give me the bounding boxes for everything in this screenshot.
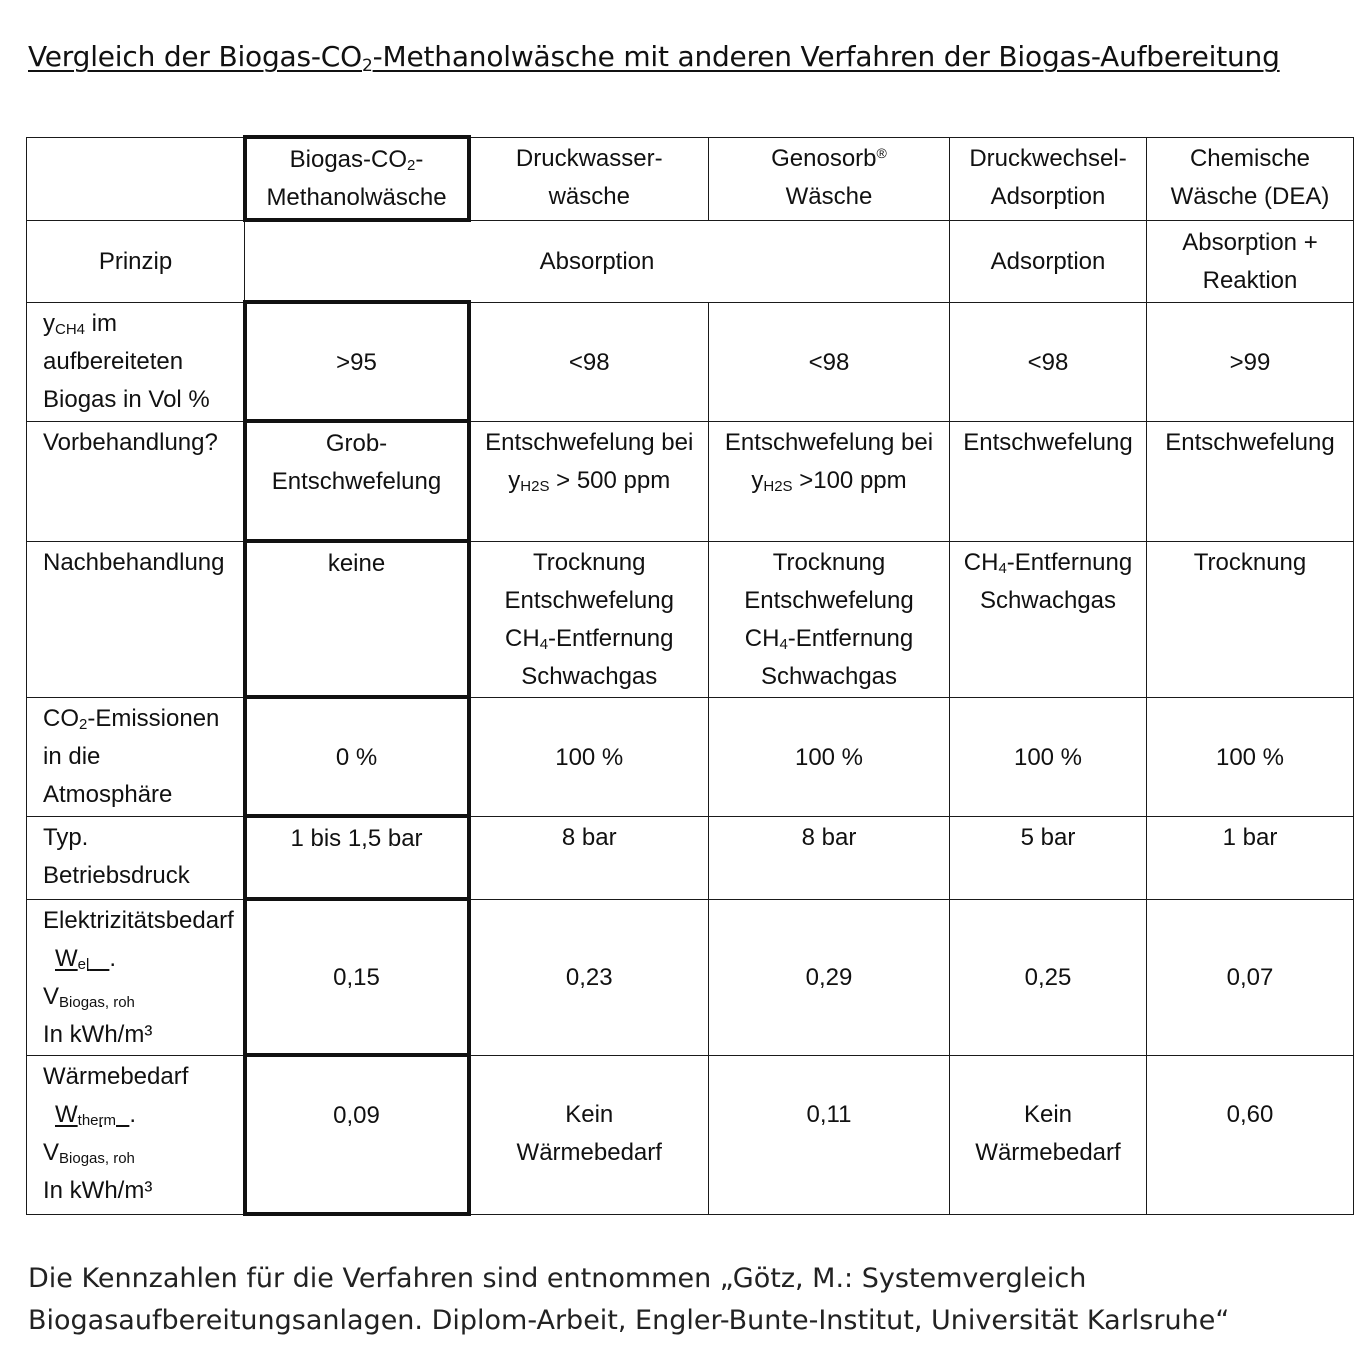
header-methanolwaesche: Biogas-$CO_2-$ Methanolwäsche	[245, 137, 469, 220]
ych4-value: <98	[950, 302, 1147, 421]
nachbehandlung-col5: Trocknung	[1147, 541, 1354, 697]
vorbehandlung-col1: Grob- Entschwefelung	[245, 421, 469, 541]
vorbehandlung-col2: Entschwefelung bei $y_{H2S} > 500$ ppm	[469, 421, 709, 541]
co2-value: 100 %	[709, 697, 950, 816]
row-ych4	[27, 302, 1354, 421]
co2-value: 100 %	[950, 697, 1147, 816]
label-waerme: Wärmebedarf $W_{therm}$ . $V_{Biogas, roh}$ In kWh/m³	[27, 1055, 245, 1214]
row-betriebsdruck	[27, 816, 1354, 899]
ych4-value: >99	[1147, 302, 1354, 421]
source-footnote	[28, 1258, 1348, 1342]
elektrizitaet-value: 0,29	[709, 899, 950, 1055]
prinzip-absorption: Absorption	[245, 220, 950, 302]
druck-value: 8 bar	[709, 816, 950, 899]
document-title: Vergleich der Biogas-$CO_2$-Methanolwäsche mit anderen Verfahren der Biogas-Aufbereitung	[28, 40, 1280, 76]
waerme-value: 0,11	[709, 1055, 950, 1214]
druck-value: 5 bar	[950, 816, 1147, 899]
label-betriebsdruck: Typ. Betriebsdruck	[27, 816, 245, 899]
comparison-table	[26, 135, 1354, 1216]
vorbehandlung-col5: Entschwefelung	[1147, 421, 1354, 541]
elektrizitaet-value: 0,07	[1147, 899, 1354, 1055]
header-druckwechsel: Druckwechsel- Adsorption	[950, 137, 1147, 220]
footnote-line: Die Kennzahlen für die Verfahren sind entnommen „Götz, M.: Systemvergleich	[28, 1263, 1087, 1294]
header-chemische-waesche: Chemische Wäsche (DEA)	[1147, 137, 1354, 220]
header-druckwasserwaesche: Druckwasser- wäsche	[469, 137, 709, 220]
waerme-value: Kein Wärmebedarf	[950, 1055, 1147, 1214]
ych4-value: >95	[245, 302, 469, 421]
label-elektrizitaet: Elektrizitätsbedarf $W_{el}$ . $V_{Biogas, roh}$ In kWh/m³	[27, 899, 245, 1055]
co2-value: 100 %	[469, 697, 709, 816]
elektrizitaet-value: 0,23	[469, 899, 709, 1055]
ych4-value: <98	[469, 302, 709, 421]
footnote-line: Biogasaufbereitungsanlagen. Diplom-Arbeit, Engler-Bunte-Institut, Universität Karlsruhe“	[28, 1305, 1230, 1336]
row-nachbehandlung	[27, 541, 1354, 697]
label-co2: $CO_2$-Emissionen in die Atmosphäre	[27, 697, 245, 816]
vorbehandlung-col3: Entschwefelung bei $y_{H2S} >100$ ppm	[709, 421, 950, 541]
waerme-value: Kein Wärmebedarf	[469, 1055, 709, 1214]
prinzip-chem: Absorption + Reaktion	[1147, 220, 1354, 302]
druck-value: 8 bar	[469, 816, 709, 899]
label-prinzip: Prinzip	[27, 220, 245, 302]
row-vorbehandlung	[27, 421, 1354, 541]
nachbehandlung-col2: Trocknung Entschwefelung $CH_4$-Entfernung Schwachgas	[469, 541, 709, 697]
waerme-value: 0,09	[245, 1055, 469, 1214]
header-genosorb: Genosorb® Wäsche	[709, 137, 950, 220]
co2-value: 100 %	[1147, 697, 1354, 816]
druck-value: 1 bar	[1147, 816, 1354, 899]
row-co2	[27, 697, 1354, 816]
header-empty-cell	[27, 137, 245, 220]
nachbehandlung-col4: $CH_4$-Entfernung Schwachgas	[950, 541, 1147, 697]
ych4-value: <98	[709, 302, 950, 421]
vorbehandlung-col4: Entschwefelung	[950, 421, 1147, 541]
label-nachbehandlung: Nachbehandlung	[27, 541, 245, 697]
row-waerme	[27, 1055, 1354, 1214]
elektrizitaet-value: 0,15	[245, 899, 469, 1055]
elektrizitaet-value: 0,25	[950, 899, 1147, 1055]
druck-value: 1 bis 1,5 bar	[245, 816, 469, 899]
waerme-value: 0,60	[1147, 1055, 1354, 1214]
co2-value: 0 %	[245, 697, 469, 816]
label-vorbehandlung: Vorbehandlung?	[27, 421, 245, 541]
prinzip-adsorption: Adsorption	[950, 220, 1147, 302]
row-elektrizitaet	[27, 899, 1354, 1055]
nachbehandlung-col3: Trocknung Entschwefelung $CH_4$-Entfernung Schwachgas	[709, 541, 950, 697]
label-ych4: $y_{CH4}$ im aufbereiteten Biogas in Vol %	[27, 302, 245, 421]
nachbehandlung-col1: keine	[245, 541, 469, 697]
header-row	[27, 137, 1354, 220]
row-prinzip	[27, 220, 1354, 302]
